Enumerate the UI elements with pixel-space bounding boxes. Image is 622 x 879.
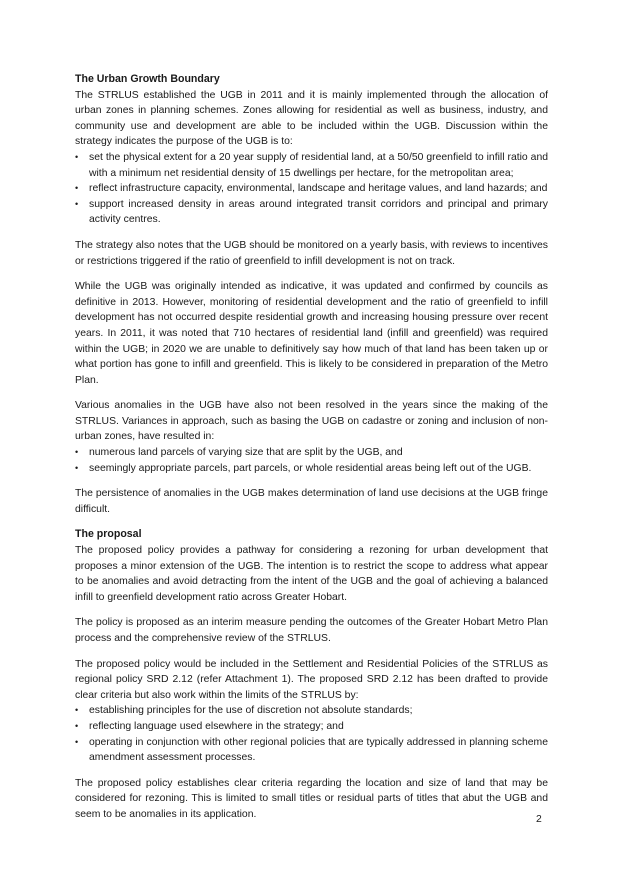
list-item [75,735,548,766]
list-item [75,703,548,719]
paragraph-srd-policy: The proposed policy would be included in the Settlement and Residential Policies of the STRLUS as regional policy SRD 2.12 (refer Attachment 1). The proposed SRD 2.12 has been drafted to provide clear criteria but also work within the limits of the STRLUS by: [75,658,548,701]
bullet-icon: • [75,183,79,194]
bullet-icon: • [75,447,79,458]
paragraph-interim-measure: The policy is proposed as an interim measure pending the outcomes of the Greater Hobart Metro Plan process and the comprehensive review of the STRLUS. [75,617,548,644]
list-item-text: reflecting language used elsewhere in the strategy; and [89,720,344,732]
paragraph-ugb-history: While the UGB was originally intended as indicative, it was updated and confirmed by councils as definitive in 2013. However, monitoring of residential development and the ratio of greenfield to infill development has not occurred despite residential growth and increasing housing pressure over recent years. In 2011, it was noted that 710 hectares of residential land (infill and greenfield) was required within the UGB; in 2020 we are unable to definitively say how much of that land has been taken up or what portion has gone to infill and greenfield. This is likely to be considered in preparation of the Metro Plan. [75,281,548,386]
bullet-icon: • [75,198,79,209]
list-item-text: reflect infrastructure capacity, environmental, landscape and heritage values, and land hazards; and [89,183,548,195]
paragraph-monitoring: The strategy also notes that the UGB should be monitored on a yearly basis, with reviews to incentives or restrictions triggered if the ratio of greenfield to infill development is not on track. [75,239,548,267]
list-item [75,181,548,197]
bullet-list-anomalies [75,445,548,476]
bullet-icon: • [75,151,79,162]
paragraph-proposal-pathway: The proposed policy provides a pathway for considering a rezoning for urban development that proposes a minor extension of the UGB. The intention is to restrict the scope to address what appear to be anomalies and avoid detracting from the intent of the UGB and the goal of achieving a balanced infill to greenfield development ratio across Greater Hobart. [75,545,548,603]
bullet-icon: • [75,705,79,716]
section-heading-proposal: The proposal [75,528,142,541]
list-item-text: support increased density in areas around integrated transit corridors and principal and primary activity centres. [89,198,548,226]
paragraph-anomalies: Various anomalies in the UGB have also not been resolved in the years since the making of the STRLUS. Variances in approach, such as basing the UGB on cadastre or zoning and inclusion of non-urban zones, have resulted in: [75,400,548,443]
list-item [75,150,548,181]
list-item [75,197,548,228]
section-heading-ugb: The Urban Growth Boundary [75,73,220,85]
paragraph-persistence: The persistence of anomalies in the UGB makes determination of land use decisions at the UGB fringe difficult. [75,488,548,515]
list-item-text: numerous land parcels of varying size that are split by the UGB, and [89,447,403,459]
page-number: 2 [536,814,542,825]
list-item [75,719,548,735]
list-item [75,445,548,461]
bullet-icon: • [75,462,79,473]
bullet-icon: • [75,736,79,747]
list-item [75,461,548,477]
document-page [75,72,548,833]
paragraph-ugb-intro: The STRLUS established the UGB in 2011 and it is mainly implemented through the allocation of urban zones in planning schemes. Zones allowing for residential as well as business, industry, and community use and development are able to be included within the UGB. Discussion within the strategy indicates the purpose of the UGB is to: [75,89,548,148]
list-item-text: operating in conjunction with other regional policies that are typically addressed in planning scheme amendment assessment processes. [89,736,548,764]
bullet-list-ugb-purpose [75,150,548,228]
list-item-text: seemingly appropriate parcels, part parcels, or whole residential areas being left out of the UGB. [89,462,532,474]
bullet-icon: • [75,720,79,731]
list-item-text: establishing principles for the use of discretion not absolute standards; [89,705,413,717]
paragraph-criteria: The proposed policy establishes clear criteria regarding the location and size of land that may be considered for rezoning. This is limited to small titles or residual parts of titles that abut the UGB and seem to be anomalies in its application. [75,777,548,820]
list-item-text: set the physical extent for a 20 year supply of residential land, at a 50/50 greenfield to infill ratio and with a minimum net residential density of 15 dwellings per hectare, for the metropolitan area; [89,151,548,179]
bullet-list-srd-principles [75,703,548,765]
